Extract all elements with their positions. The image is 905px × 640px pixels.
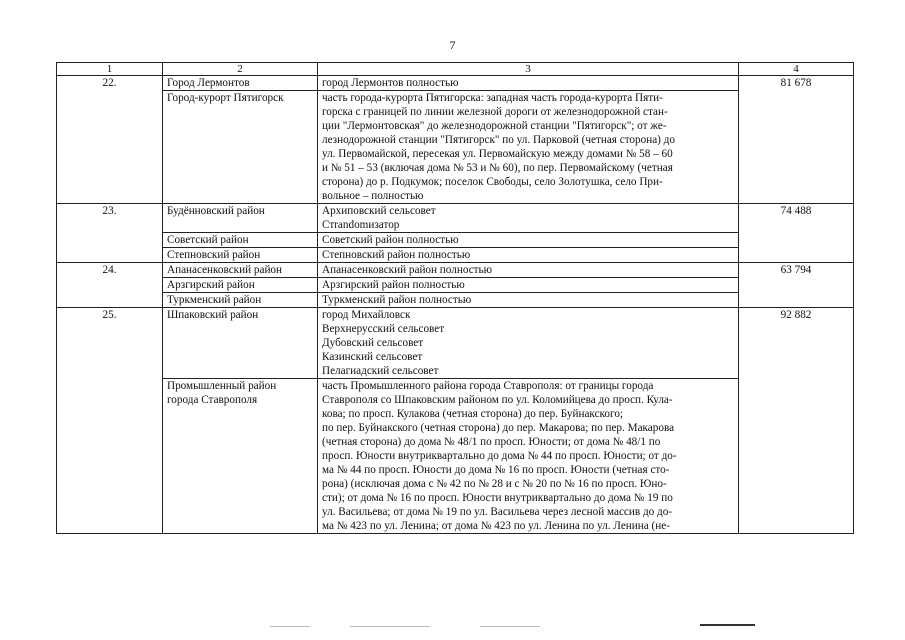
area-name: Советский район bbox=[163, 233, 318, 248]
area-composition: Степновский район полностью bbox=[318, 248, 739, 263]
area-name: Город-курорт Пятигорск bbox=[163, 91, 318, 204]
area-composition: Архиповский сельсовет Стrandomизатор bbox=[318, 204, 739, 233]
area-name: Туркменский район bbox=[163, 293, 318, 308]
scan-artifacts bbox=[0, 622, 905, 632]
column-header-4: 4 bbox=[739, 63, 854, 76]
column-header-1: 1 bbox=[57, 63, 163, 76]
table-row bbox=[57, 278, 854, 293]
voter-count: 92 882 bbox=[739, 308, 854, 534]
area-composition: город Михайловск Верхнерусский сельсовет Дубовский сельсовет Казинский сельсовет Пелагиадский сельсовет bbox=[318, 308, 739, 379]
district-number: 24. bbox=[57, 263, 163, 308]
area-composition: Туркменский район полностью bbox=[318, 293, 739, 308]
table-row bbox=[57, 248, 854, 263]
area-name: Промышленный район города Ставрополя bbox=[163, 379, 318, 534]
table-row bbox=[57, 91, 854, 204]
column-header-2: 2 bbox=[163, 63, 318, 76]
area-composition: Апанасенковский район полностью bbox=[318, 263, 739, 278]
column-header-3: 3 bbox=[318, 63, 739, 76]
voter-count: 63 794 bbox=[739, 263, 854, 308]
table-row bbox=[57, 233, 854, 248]
area-composition: Советский район полностью bbox=[318, 233, 739, 248]
area-composition: город Лермонтов полностью bbox=[318, 76, 739, 91]
table-row bbox=[57, 76, 854, 91]
area-composition: часть Промышленного района города Ставрополя: от границы города Ставрополя со Шпаковским районом по ул. Коломийцева до просп. Кула- кова; по просп. Кулакова (четная сторона) до пер. Буйнакского; по пер. Буйнакского (четная сторона) до пер. Макарова; по пер. Макарова (четная сторона) до дома № 48/1 по просп. Юности; от дома № 48/1 по просп. Юности внутриквартально до дома № 44 по просп. Юности; от до- ма № 44 по просп. Юности до дома № 16 по просп. Юности (четная сто- рона) (исключая дома с № 42 по № 28 и с № 20 по № 16 по просп. Юно- сти); от дома № 16 по просп. Юности внутриквартально до дома № 19 по ул. Васильева; от дома № 19 по ул. Васильева через лесной массив до до- ма № 423 по ул. Ленина; от дома № 423 по ул. Ленина по ул. Ленина (не- bbox=[318, 379, 739, 534]
header-row bbox=[57, 63, 854, 76]
table-row bbox=[57, 293, 854, 308]
area-name: Степновский район bbox=[163, 248, 318, 263]
table-row bbox=[57, 263, 854, 278]
voter-count: 81 678 bbox=[739, 76, 854, 204]
district-number: 22. bbox=[57, 76, 163, 204]
district-number: 23. bbox=[57, 204, 163, 263]
district-number: 25. bbox=[57, 308, 163, 534]
table-row bbox=[57, 379, 854, 534]
table-row bbox=[57, 204, 854, 233]
area-composition: часть города-курорта Пятигорска: западная часть города-курорта Пяти- горска с границей по линии железной дороги от железнодорожной стан- ции "Лермонтовская" до железнодорожной станции "Пятигорск"; от же- лезнодорожной станции "Пятигорск" по ул. Парковой (четная сторона) до ул. Первомайской, пересекая ул. Первомайскую между домами № 58 – 60 и № 51 – 53 (включая дома № 53 и № 60), по пер. Первомайскому (четная сторона) до р. Подкумок; поселок Свободы, село Золотушка, село При- вольное – полностью bbox=[318, 91, 739, 204]
area-name: Будённовский район bbox=[163, 204, 318, 233]
area-composition: Арзгирский район полностью bbox=[318, 278, 739, 293]
page-number: 7 bbox=[449, 38, 456, 52]
area-name: Город Лермонтов bbox=[163, 76, 318, 91]
table-row bbox=[57, 308, 854, 379]
voter-count: 74 488 bbox=[739, 204, 854, 263]
area-name: Шпаковский район bbox=[163, 308, 318, 379]
area-name: Арзгирский район bbox=[163, 278, 318, 293]
area-name: Апанасенковский район bbox=[163, 263, 318, 278]
district-table bbox=[56, 62, 854, 534]
